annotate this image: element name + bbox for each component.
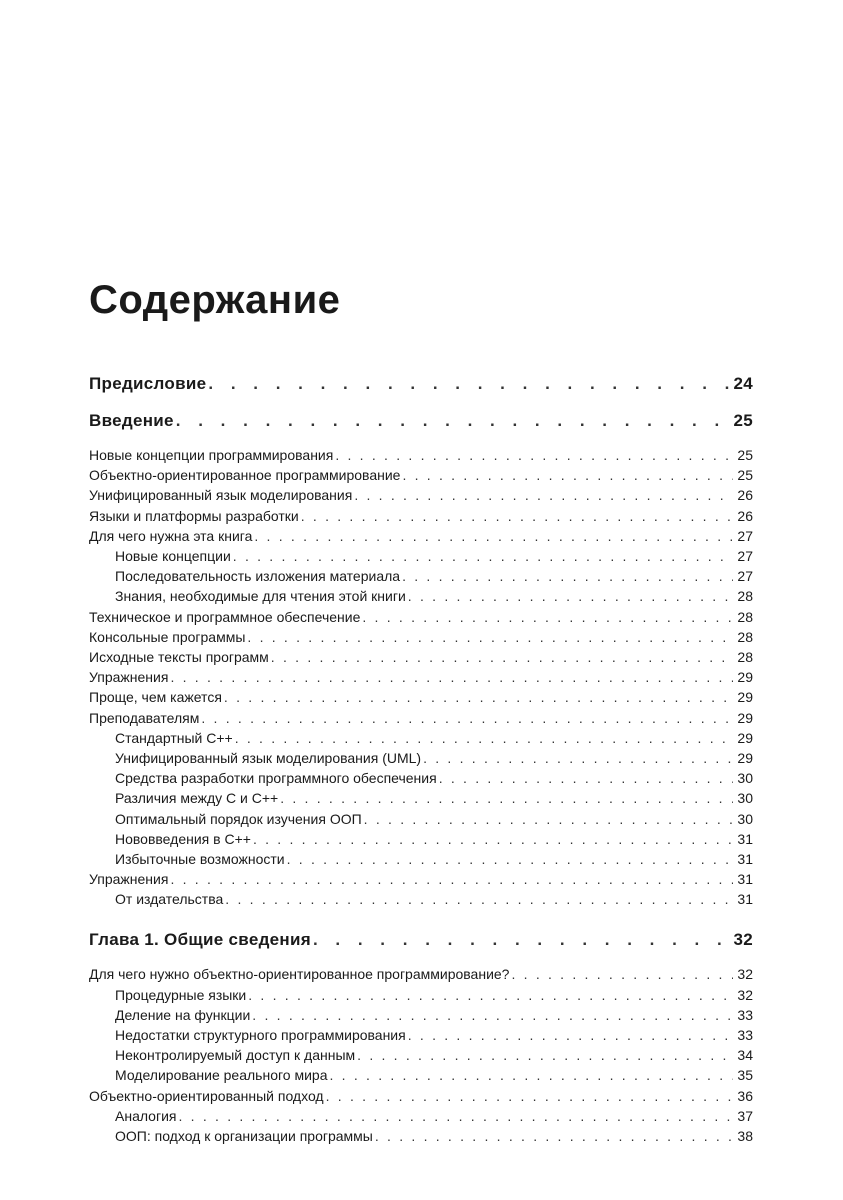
dot-leader: [253, 829, 733, 849]
toc-page-number: 29: [737, 709, 753, 726]
toc-page-number: 25: [737, 447, 753, 463]
dot-leader: [170, 667, 733, 687]
toc-entry-label: Объектно-ориентированный подход: [89, 1087, 324, 1104]
dot-leader: [402, 465, 733, 485]
dot-leader: [335, 445, 733, 465]
toc-entry[interactable]: [89, 964, 753, 984]
toc-entry-label: Упражнения: [89, 871, 169, 888]
toc-entry[interactable]: [89, 667, 753, 687]
toc-entry-label: Нововведения в С++: [115, 830, 251, 847]
dot-leader: [408, 1025, 734, 1045]
toc-entry-label: Консольные программы: [89, 628, 246, 645]
toc-page-number: 35: [737, 1067, 753, 1084]
toc-entry[interactable]: [115, 1025, 753, 1045]
dot-leader: [329, 1065, 733, 1085]
toc-page-number: 28: [737, 649, 753, 665]
toc-page-number: 29: [737, 689, 753, 706]
toc-entry-label: Моделирование реального мира: [115, 1067, 328, 1084]
toc-page-number: 29: [737, 669, 753, 686]
dot-leader: [224, 687, 734, 707]
toc-page-number: 26: [737, 487, 753, 504]
toc-page-number: 27: [737, 548, 753, 564]
toc-page-number: 24: [733, 374, 753, 393]
dot-leader: [235, 728, 734, 748]
toc-section-heading[interactable]: [89, 928, 753, 952]
toc-page-number: 31: [737, 891, 753, 908]
dot-leader: [176, 409, 730, 433]
toc-page-number: 30: [737, 790, 753, 807]
toc-entry-label: Стандартный С++: [115, 729, 233, 746]
toc-entry[interactable]: [115, 1045, 753, 1065]
dot-leader: [375, 1126, 734, 1146]
toc-entry[interactable]: [115, 1065, 753, 1085]
toc-entry[interactable]: [89, 506, 753, 526]
toc-entry-label: Знания, необходимые для чтения этой книги: [115, 588, 406, 605]
toc-entry-label: Оптимальный порядок изучения ООП: [115, 810, 362, 827]
dot-leader: [423, 748, 733, 768]
dot-leader: [313, 928, 730, 952]
toc-section-heading[interactable]: [89, 409, 753, 433]
toc-page-number: 33: [737, 1006, 753, 1023]
toc-page-number: 34: [737, 1047, 753, 1064]
toc-entry[interactable]: [89, 445, 753, 465]
toc-entry-label: Унифицированный язык моделирования (UML): [115, 750, 422, 766]
toc-entry[interactable]: [115, 586, 753, 606]
toc-page-number: 38: [737, 1128, 753, 1144]
dot-leader: [326, 1086, 734, 1106]
dot-leader: [287, 849, 734, 869]
toc-entry-label: Техническое и программное обеспечение: [89, 608, 361, 625]
toc-page-number: 30: [737, 810, 753, 827]
toc-entry-label: Глава 1. Общие сведения: [89, 930, 311, 950]
toc-page-number: 32: [737, 986, 753, 1003]
toc-entry[interactable]: [89, 627, 753, 647]
toc-entry-label: Языки и платформы разработки: [89, 507, 299, 524]
toc-entry-label: Недостатки структурного программирования: [115, 1027, 406, 1043]
toc-page-number: 32: [733, 930, 753, 950]
toc-entry[interactable]: [115, 546, 753, 566]
toc-entry[interactable]: [115, 889, 753, 909]
dot-leader: [233, 546, 734, 566]
dot-leader: [208, 372, 729, 396]
dot-leader: [280, 788, 733, 808]
toc-entry[interactable]: [89, 1086, 753, 1106]
toc-page-number: 36: [737, 1087, 753, 1104]
toc-page-number: 29: [737, 729, 753, 746]
dot-leader: [252, 1005, 733, 1025]
toc-page-number: 33: [737, 1027, 753, 1043]
toc-entry[interactable]: [115, 768, 753, 788]
toc-entry-label: Новые концепции программирования: [89, 447, 334, 463]
toc-entry-label: Процедурные языки: [115, 986, 247, 1003]
toc-entry-label: Новые концепции: [115, 548, 231, 564]
toc-page-number: 37: [737, 1107, 753, 1124]
toc-page-number: 28: [737, 608, 753, 625]
toc-page-number: 27: [737, 568, 753, 585]
toc-entry-label: Последовательность изложения материала: [115, 568, 401, 585]
toc-page-number: 25: [733, 411, 753, 430]
dot-leader: [247, 627, 733, 647]
toc-entry-label: От издательства: [115, 891, 224, 908]
toc-page-number: 28: [737, 588, 753, 605]
toc-entry-label: Неконтролируемый доступ к данным: [115, 1047, 356, 1064]
toc-entry[interactable]: [89, 465, 753, 485]
toc-page-number: 30: [737, 770, 753, 787]
dot-leader: [178, 1106, 733, 1126]
toc-page-number: 31: [737, 871, 753, 888]
toc-entry[interactable]: [115, 809, 753, 829]
dot-leader: [254, 526, 733, 546]
toc-entry[interactable]: [115, 1106, 753, 1126]
toc-page-number: 28: [737, 628, 753, 645]
toc-entry[interactable]: [89, 687, 753, 707]
toc-page-number: 27: [737, 527, 753, 544]
dot-leader: [225, 889, 733, 909]
toc-entry[interactable]: [89, 526, 753, 546]
toc-entry-label: Проще, чем кажется: [89, 689, 222, 706]
toc-section-heading[interactable]: [89, 372, 753, 396]
dot-leader: [364, 809, 734, 829]
dot-leader: [201, 708, 733, 728]
toc-entry-label: Для чего нужна эта книга: [89, 527, 253, 544]
toc-entry[interactable]: [115, 829, 753, 849]
dot-leader: [271, 647, 734, 667]
toc-entry-label: Избыточные возможности: [115, 851, 285, 867]
dot-leader: [408, 586, 734, 606]
toc-page-number: 26: [737, 507, 753, 524]
toc-page-number: 29: [737, 750, 753, 766]
toc-entry[interactable]: [89, 647, 753, 667]
toc-entry-label: Деление на функции: [115, 1006, 251, 1023]
toc-entry[interactable]: [115, 1126, 753, 1146]
toc-entry[interactable]: [115, 566, 753, 586]
toc-entry-label: Средства разработки программного обеспечения: [115, 770, 437, 787]
toc-entry[interactable]: [89, 607, 753, 627]
toc-page-number: 25: [737, 467, 753, 484]
toc-entry[interactable]: [89, 869, 753, 889]
toc-entry[interactable]: [115, 788, 753, 808]
toc-entry-label: Различия между С и С++: [115, 790, 279, 807]
toc-entry[interactable]: [115, 849, 753, 869]
page-title: Содержание: [89, 278, 341, 322]
dot-leader: [511, 964, 733, 984]
dot-leader: [362, 607, 733, 627]
toc-entry[interactable]: [115, 1005, 753, 1025]
toc-entry-label: Аналогия: [115, 1107, 177, 1124]
toc-page-number: 31: [737, 830, 753, 847]
toc-entry[interactable]: [115, 748, 753, 768]
toc-entry-label: Упражнения: [89, 669, 169, 686]
toc-entry-label: Для чего нужно объектно-ориентированное программирование?: [89, 966, 510, 983]
dot-leader: [357, 1045, 733, 1065]
toc-entry[interactable]: [89, 708, 753, 728]
dot-leader: [439, 768, 734, 788]
toc-entry-label: Унифицированный язык моделирования: [89, 487, 353, 504]
dot-leader: [402, 566, 733, 586]
toc-entry-label: Предисловие: [89, 374, 207, 393]
dot-leader: [170, 869, 733, 889]
toc-entry-label: Объектно-ориентированное программирование: [89, 467, 401, 484]
dot-leader: [301, 506, 734, 526]
toc-entry-label: ООП: подход к организации программы: [115, 1128, 373, 1144]
toc-entry-label: Преподавателям: [89, 709, 200, 726]
dot-leader: [354, 485, 733, 505]
toc-entry[interactable]: [115, 985, 753, 1005]
toc-entry[interactable]: [115, 728, 753, 748]
toc-page-number: 32: [737, 966, 753, 983]
toc-entry[interactable]: [89, 485, 753, 505]
toc-entry-label: Исходные тексты программ: [89, 649, 269, 665]
toc-entry-label: Введение: [89, 411, 174, 430]
toc-page-number: 31: [737, 851, 753, 867]
dot-leader: [248, 985, 733, 1005]
